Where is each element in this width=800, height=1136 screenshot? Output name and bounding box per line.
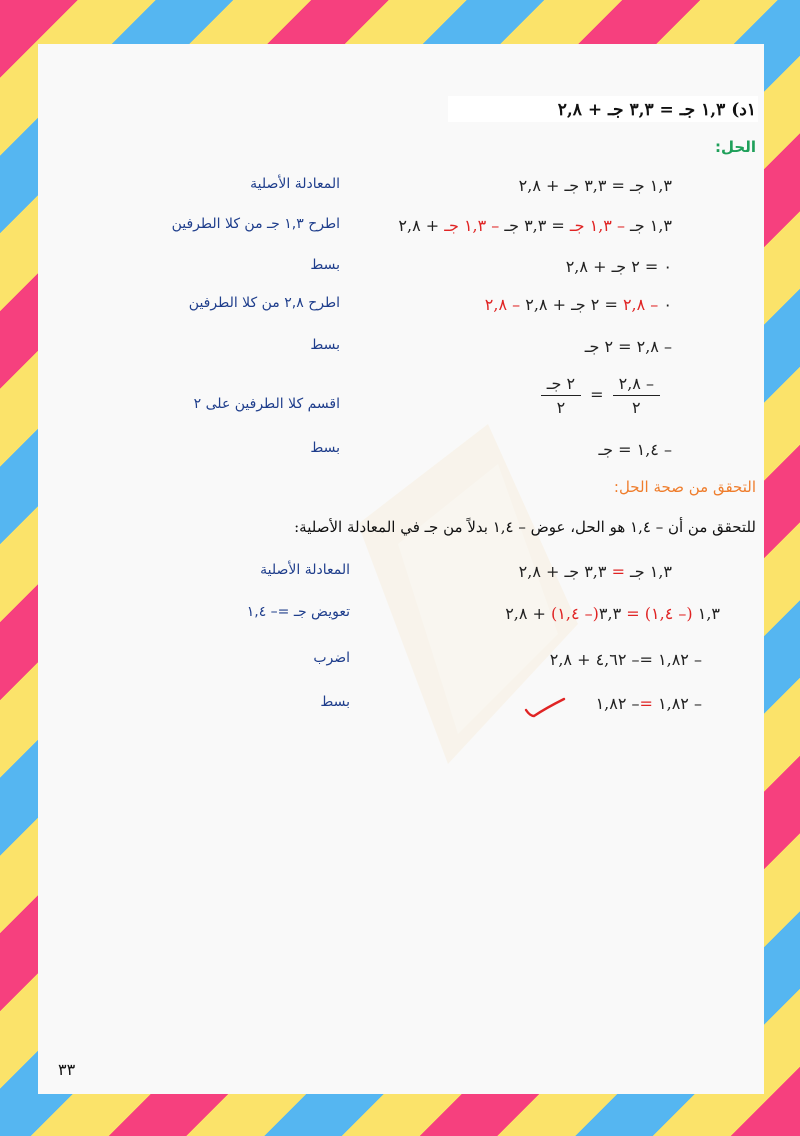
fraction-right: [541, 374, 581, 417]
eq-part-red: =: [639, 694, 653, 713]
checkmark-icon: [522, 696, 568, 720]
step-6-equation: [537, 374, 664, 417]
eq-part: + ٢,٨: [505, 604, 552, 623]
check-step-1-equation: [519, 562, 672, 581]
step-3-description: بسط: [310, 257, 340, 273]
step-7-description: بسط: [310, 440, 340, 456]
eq-part: = ٢ جـ + ٢,٨: [520, 295, 623, 314]
step-5-equation: – ٢,٨ = ٢ جـ: [584, 337, 672, 356]
check-step-3-equation: – ١,٨٢ =– ٤,٦٢ + ٢,٨: [549, 650, 702, 669]
step-1-description: المعادلة الأصلية: [250, 176, 340, 192]
page: [38, 44, 764, 1094]
step-6-description: اقسم كلا الطرفين على ٢: [193, 396, 340, 412]
eq-part: ٣,٣: [598, 604, 622, 623]
eq-part: ١,٣: [692, 604, 720, 623]
step-1-equation: ١,٣ جـ = ٣,٣ جـ + ٢,٨: [518, 176, 672, 195]
eq-part: – ١,٨٢: [652, 694, 702, 713]
step-4-equation: [485, 295, 672, 314]
problem-equation: ١,٣ جـ = ٣,٣ جـ + ٢,٨: [557, 100, 726, 120]
check-step-3-description: اضرب: [313, 650, 350, 666]
check-step-4-equation: [596, 694, 702, 713]
step-4-description: اطرح ٢,٨ من كلا الطرفين: [188, 295, 340, 311]
check-intro: للتحقق من أن – ١,٤ هو الحل، عوض – ١,٤ بدلاً من جـ في المعادلة الأصلية:: [294, 518, 756, 536]
eq-part-red: – ١,٣ جـ: [444, 216, 500, 235]
eq-part: – ١,٨٢: [595, 694, 640, 713]
check-heading: التحقق من صحة الحل:: [613, 478, 756, 496]
step-2-description: اطرح ١,٣ جـ من كلا الطرفين: [171, 216, 340, 232]
problem-heading: [558, 100, 756, 120]
check-step-2-description: تعويض جـ =– ١,٤: [246, 604, 350, 620]
step-5-description: بسط: [310, 337, 340, 353]
check-step-2-equation: [505, 604, 720, 623]
eq-part: = ٣,٣ جـ: [499, 216, 570, 235]
eq-part-red: (– ١,٤): [644, 604, 693, 623]
equals-sign: =: [590, 385, 604, 404]
eq-part: ٣,٣ جـ + ٢,٨: [518, 562, 612, 581]
page-number: ٣٣: [58, 1060, 76, 1079]
eq-part-red: – ٢,٨: [622, 295, 659, 314]
eq-part-red: (– ١,٤): [551, 604, 599, 623]
fraction-numerator: – ٢,٨: [613, 374, 660, 396]
solution-heading: الحل:: [715, 138, 756, 156]
step-3-equation: ٠ = ٢ جـ + ٢,٨: [565, 257, 672, 276]
book-watermark-icon: [338, 404, 598, 784]
eq-part: ٠: [658, 295, 672, 314]
eq-part-red: – ٢,٨: [484, 295, 521, 314]
eq-part: ١,٣ جـ: [624, 562, 672, 581]
fraction-denominator: ٢: [556, 398, 566, 417]
check-step-4-description: بسط: [320, 694, 350, 710]
fraction-denominator: ٢: [632, 398, 641, 417]
eq-part: + ٢,٨: [398, 216, 445, 235]
check-step-1-description: المعادلة الأصلية: [260, 562, 350, 578]
problem-label: ١د): [731, 100, 756, 120]
eq-part-red: =: [621, 604, 645, 623]
fraction-left: [613, 374, 660, 417]
step-2-equation: [398, 216, 672, 235]
step-7-equation: – ١,٤ = جـ: [598, 440, 672, 459]
eq-part-red: – ١,٣ جـ: [569, 216, 625, 235]
eq-part: ١,٣ جـ: [624, 216, 672, 235]
fraction-numerator: ٢ جـ: [541, 374, 581, 396]
eq-part-red: =: [611, 562, 625, 581]
